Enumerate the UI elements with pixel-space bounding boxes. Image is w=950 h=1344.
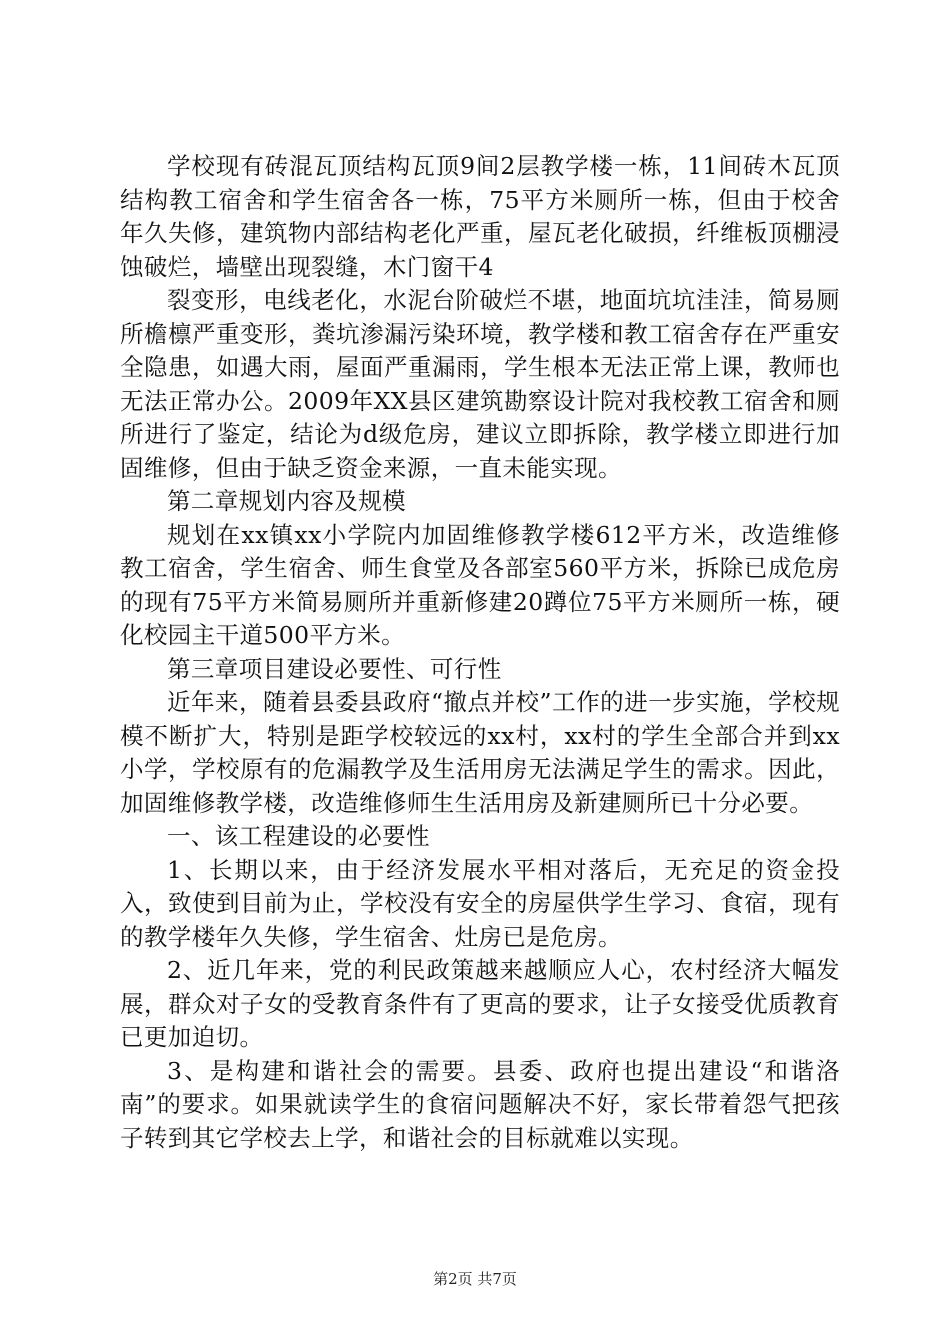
paragraph-school-consolidation: 近年来，随着县委县政府“撤点并校”工作的进一步实施，学校规模不断扩大，特别是距学校较远的xx村，xx村的学生全部合并到xx小学，学校原有的危漏教学及生活用房无法满足学生的需求。因此，加固维修教学楼，改造维修师生生活用房及新建厕所已十分必要。 bbox=[120, 688, 840, 817]
paragraph-school-buildings: 学校现有砖混瓦顶结构瓦顶9间2层教学楼一栋，11间砖木瓦顶结构教工宿舍和学生宿舍各一栋，75平方米厕所一栋，但由于校舍年久失修，建筑物内部结构老化严重，屋瓦老化破损，纤维板顶棚浸蚀破烂，墙壁出现裂缝，木门窗干4 bbox=[120, 152, 840, 281]
paragraph-planning-scope: 规划在xx镇xx小学院内加固维修教学楼612平方米，改造维修教工宿舍，学生宿舍、师生食堂及各部室560平方米，拆除已成危房的现有75平方米简易厕所并重新修建20蹲位75平方米厕所一栋，硬化校园主干道500平方米。 bbox=[120, 520, 840, 649]
document-body bbox=[120, 150, 840, 1155]
list-item-reason-2: 2、近几年来，党的利民政策越来越顺应人心，农村经济大幅发展，群众对子女的受教育条件有了更高的要求，让子女接受优质教育已更加迫切。 bbox=[120, 956, 840, 1051]
list-item-reason-1: 1、长期以来，由于经济发展水平相对落后，无充足的资金投入，致使到目前为止，学校没有安全的房屋供学生学习、食宿，现有的教学楼年久失修，学生宿舍、灶房已是危房。 bbox=[120, 855, 840, 951]
chapter-heading-planning: 第二章规划内容及规模 bbox=[167, 487, 406, 515]
paragraph-building-damage: 裂变形，电线老化，水泥台阶破烂不堪，地面坑坑洼洼，简易厕所檐檩严重变形，粪坑渗漏污染环境，教学楼和教工宿舍存在严重安全隐患，如遇大雨，屋面严重漏雨，学生根本无法正常上课，教师也无法正常办公。2009年XX县区建筑勘察设计院对我校教工宿舍和厕所进行了鉴定，结论为d级危房，建议立即拆除，教学楼立即进行加固维修，但由于缺乏资金来源，一直未能实现。 bbox=[120, 286, 840, 482]
list-item-reason-3: 3、是构建和谐社会的需要。县委、政府也提出建设“和谐洛南”的要求。如果就读学生的食宿问题解决不好，家长带着怨气把孩子转到其它学校去上学，和谐社会的目标就难以实现。 bbox=[120, 1056, 840, 1152]
page-number-footer: 第2页 共7页 bbox=[433, 1270, 517, 1288]
chapter-heading-necessity: 第三章项目建设必要性、可行性 bbox=[167, 654, 502, 683]
section-heading-necessity: 一、该工程建设的必要性 bbox=[167, 822, 430, 850]
